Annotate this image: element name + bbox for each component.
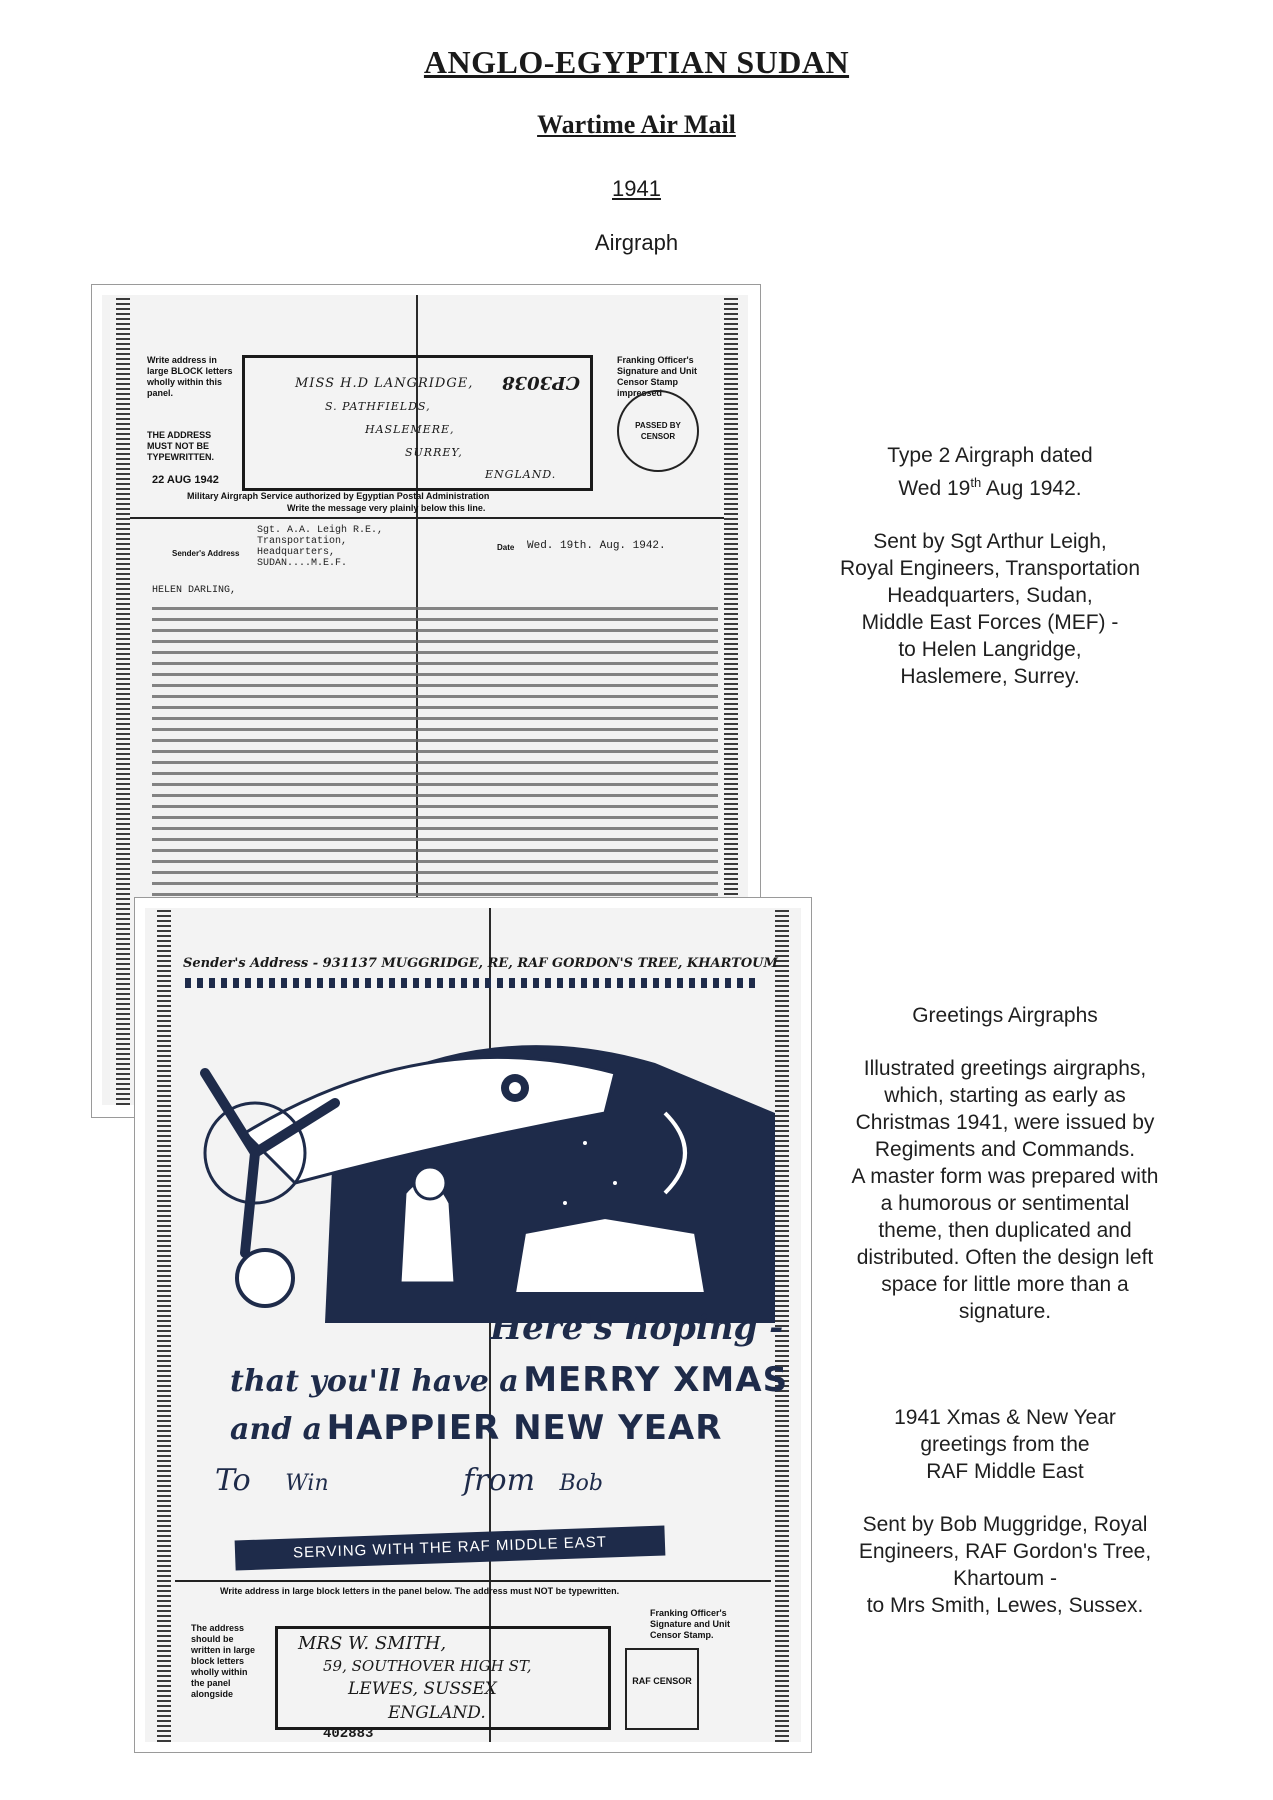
address-line-3: LEWES, SUSSEX bbox=[348, 1679, 497, 1699]
censor-stamp: PASSED BY CENSOR bbox=[617, 390, 699, 472]
typewritten-note: THE ADDRESS MUST NOT BE TYPEWRITTEN. bbox=[147, 430, 214, 462]
address-line-5: ENGLAND. bbox=[485, 468, 557, 481]
address-panel bbox=[242, 355, 593, 491]
censor-stamp: RAF CENSOR bbox=[625, 1648, 699, 1730]
typed-message-body bbox=[152, 607, 718, 926]
perforation-left bbox=[116, 295, 130, 1105]
caption-type2-airgraph: Type 2 Airgraph dated Wed 19th Aug 1942. Sent by Sgt Arthur Leigh, Royal Engineers, Transportation Headquarters, Sudan, Middle East Forces (MEF) - to Helen Langridge, Haslemere, Surrey. bbox=[840, 444, 1140, 688]
date-stamp: 22 AUG 1942 bbox=[152, 474, 219, 486]
airgraph-2-sheet bbox=[145, 908, 801, 1742]
address-line-4: ENGLAND. bbox=[388, 1703, 486, 1723]
serial-number: CP3038 bbox=[502, 372, 580, 393]
write-line: Write the message very plainly below this line. bbox=[287, 503, 486, 513]
perforation-left bbox=[157, 908, 171, 1742]
greeting-line-1: that you'll have a MERRY XMAS bbox=[230, 1360, 789, 1400]
address-instructions: Write address in large BLOCK letters wholly within this panel. bbox=[147, 355, 233, 398]
caption-xmas-greetings: 1941 Xmas & New Year greetings from the RAF Middle East Sent by Bob Muggridge, Royal Engineers, RAF Gordon's Tree, Khartoum - to Mrs Smith, Lewes, Sussex. bbox=[858, 1406, 1152, 1617]
serial-number: 402883 bbox=[323, 1726, 374, 1742]
address-line-3: HASLEMERE, bbox=[365, 423, 455, 436]
ribbon-banner: SERVING WITH THE RAF MIDDLE EAST bbox=[235, 1526, 666, 1571]
greeting-line-2: and a HAPPIER NEW YEAR bbox=[230, 1408, 723, 1448]
caption-greetings-airgraphs: Greetings Airgraphs Illustrated greetings airgraphs, which, starting as early as Christmas 1941, were issued by Regiments and Commands. A master form was prepared with a humorous or sentimental theme, then duplicated and distributed. Often the design left space for little more than a signature. bbox=[820, 1002, 1190, 1325]
sender-label: Sender's Address bbox=[172, 549, 240, 558]
caption-greetings-heading: Greetings Airgraphs bbox=[912, 1004, 1098, 1027]
salutation: HELEN DARLING, bbox=[152, 585, 237, 596]
side-note: The address should be written in large block letters wholly within the panel alongside bbox=[191, 1623, 256, 1699]
page-title: ANGLO-EGYPTIAN SUDAN bbox=[423, 44, 850, 80]
page-kind: Airgraph bbox=[594, 230, 679, 255]
address-line-2: 59, SOUTHOVER HIGH ST, bbox=[323, 1657, 532, 1675]
airgraph-2-frame bbox=[134, 897, 812, 1753]
to-from-line: To Win from Bob bbox=[215, 1463, 603, 1498]
greeting-script: Here's hoping - bbox=[490, 1308, 784, 1348]
address-line-4: SURREY, bbox=[405, 446, 463, 459]
date-label: Date bbox=[497, 543, 515, 552]
franking-note: Franking Officer's Signature and Unit Censor Stamp. bbox=[650, 1608, 731, 1640]
franking-note: Franking Officer's Signature and Unit Censor Stamp impressed bbox=[617, 355, 698, 398]
senders-address: Sender's Address - 931137 MUGGRIDGE, RE, RAF GORDON'S TREE, KHARTOUM bbox=[183, 956, 778, 971]
address-line-2: S. PATHFIELDS, bbox=[325, 400, 431, 413]
page-subtitle: Wartime Air Mail bbox=[537, 110, 736, 139]
letter-date: Wed. 19th. Aug. 1942. bbox=[527, 540, 666, 552]
sender-address: Sgt. A.A. Leigh R.E., Transportation, Headquarters, SUDAN....M.E.F. bbox=[257, 525, 384, 569]
write-line: Write address in large block letters in the panel below. The address must NOT be typewritten. bbox=[220, 1586, 620, 1596]
service-line: Military Airgraph Service authorized by Egyptian Postal Administration bbox=[187, 491, 490, 501]
decorative-border bbox=[185, 978, 761, 988]
address-line-1: MISS H.D LANGRIDGE, bbox=[295, 376, 474, 391]
address-panel bbox=[275, 1626, 611, 1730]
page-year: 1941 bbox=[612, 176, 661, 201]
address-line-1: MRS W. SMITH, bbox=[298, 1633, 447, 1654]
aircraft-illustration bbox=[185, 993, 775, 1323]
